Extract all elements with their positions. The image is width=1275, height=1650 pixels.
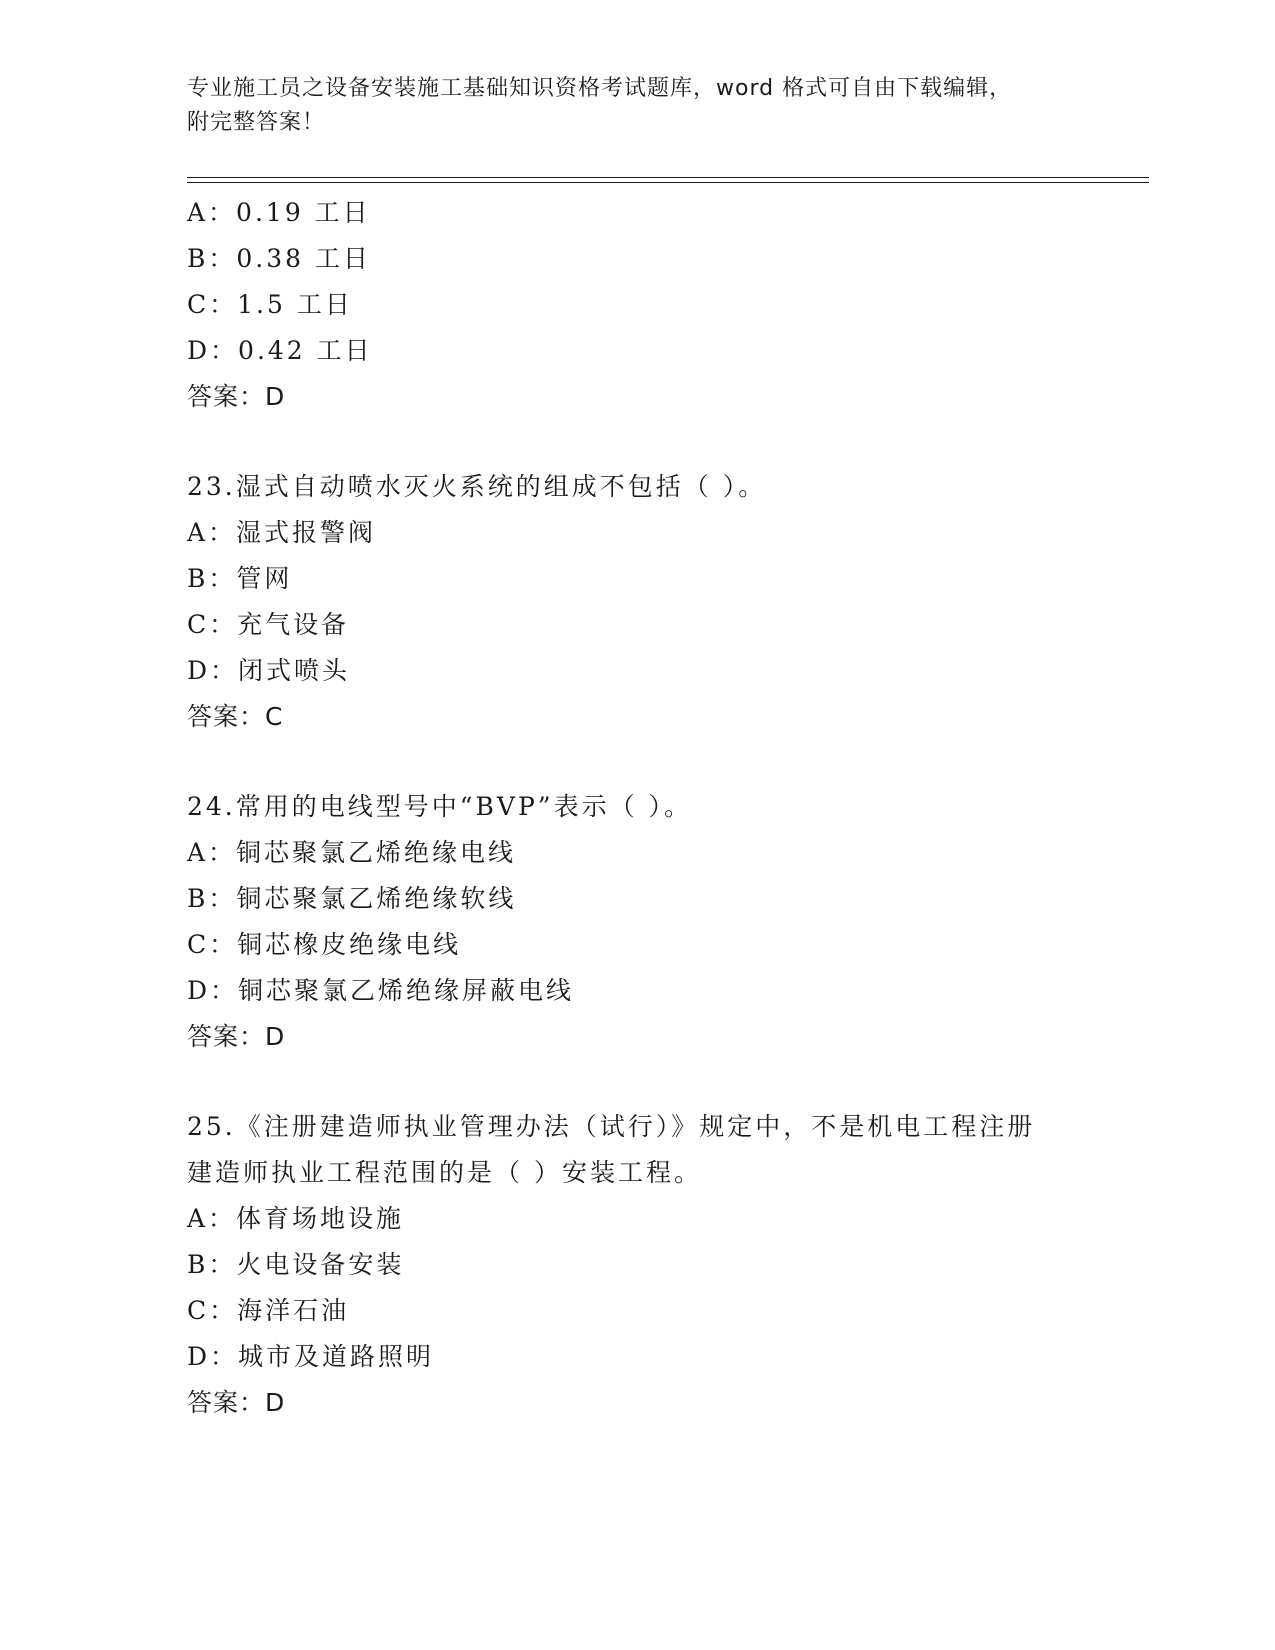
option-d: D：0.42 工日 xyxy=(187,336,373,365)
question-block-25 xyxy=(187,1104,1147,1426)
option-a: A：0.19 工日 xyxy=(187,198,371,227)
question-stem-line-2: 建造师执业工程范围的是（ ）安装工程。 xyxy=(187,1158,702,1187)
option-b: B：0.38 工日 xyxy=(187,244,371,273)
header-divider-top xyxy=(187,177,1149,178)
option-a: A：铜芯聚氯乙烯绝缘电线 xyxy=(187,838,517,867)
answer-line: 答案：C xyxy=(187,702,284,731)
option-c: C：充气设备 xyxy=(187,610,350,639)
question-stem-line-1: 25.《注册建造师执业管理办法（试行）》规定中，不是机电工程注册 xyxy=(187,1112,1036,1141)
option-d: D：城市及道路照明 xyxy=(187,1342,435,1371)
option-c: C：铜芯橡皮绝缘电线 xyxy=(187,930,462,959)
option-a: A：湿式报警阀 xyxy=(187,518,377,547)
question-list xyxy=(187,190,1147,1426)
option-b: B：火电设备安装 xyxy=(187,1250,405,1279)
header-line-2: 附完整答案！ xyxy=(187,110,326,135)
question-stem: 23.湿式自动喷水灭火系统的组成不包括（ ）。 xyxy=(187,472,767,501)
option-b: B：管网 xyxy=(187,564,293,593)
question-stem: 24.常用的电线型号中“BVP”表示（ ）。 xyxy=(187,792,693,821)
answer-line: 答案：D xyxy=(187,382,286,411)
question-block-24 xyxy=(187,784,1147,1060)
option-b: B：铜芯聚氯乙烯绝缘软线 xyxy=(187,884,517,913)
header-line-1: 专业施工员之设备安装施工基础知识资格考试题库，word 格式可自由下载编辑， xyxy=(187,76,1013,101)
answer-line: 答案：D xyxy=(187,1022,286,1051)
answer-line: 答案：D xyxy=(187,1388,286,1417)
header-divider-bottom xyxy=(187,182,1149,183)
option-c: C：海洋石油 xyxy=(187,1296,350,1325)
question-block-23 xyxy=(187,464,1147,740)
option-c: C：1.5 工日 xyxy=(187,290,353,319)
option-d: D：闭式喷头 xyxy=(187,656,351,685)
question-block-22 xyxy=(187,190,1147,420)
document-header xyxy=(187,72,1067,140)
option-d: D：铜芯聚氯乙烯绝缘屏蔽电线 xyxy=(187,976,575,1005)
option-a: A：体育场地设施 xyxy=(187,1204,405,1233)
